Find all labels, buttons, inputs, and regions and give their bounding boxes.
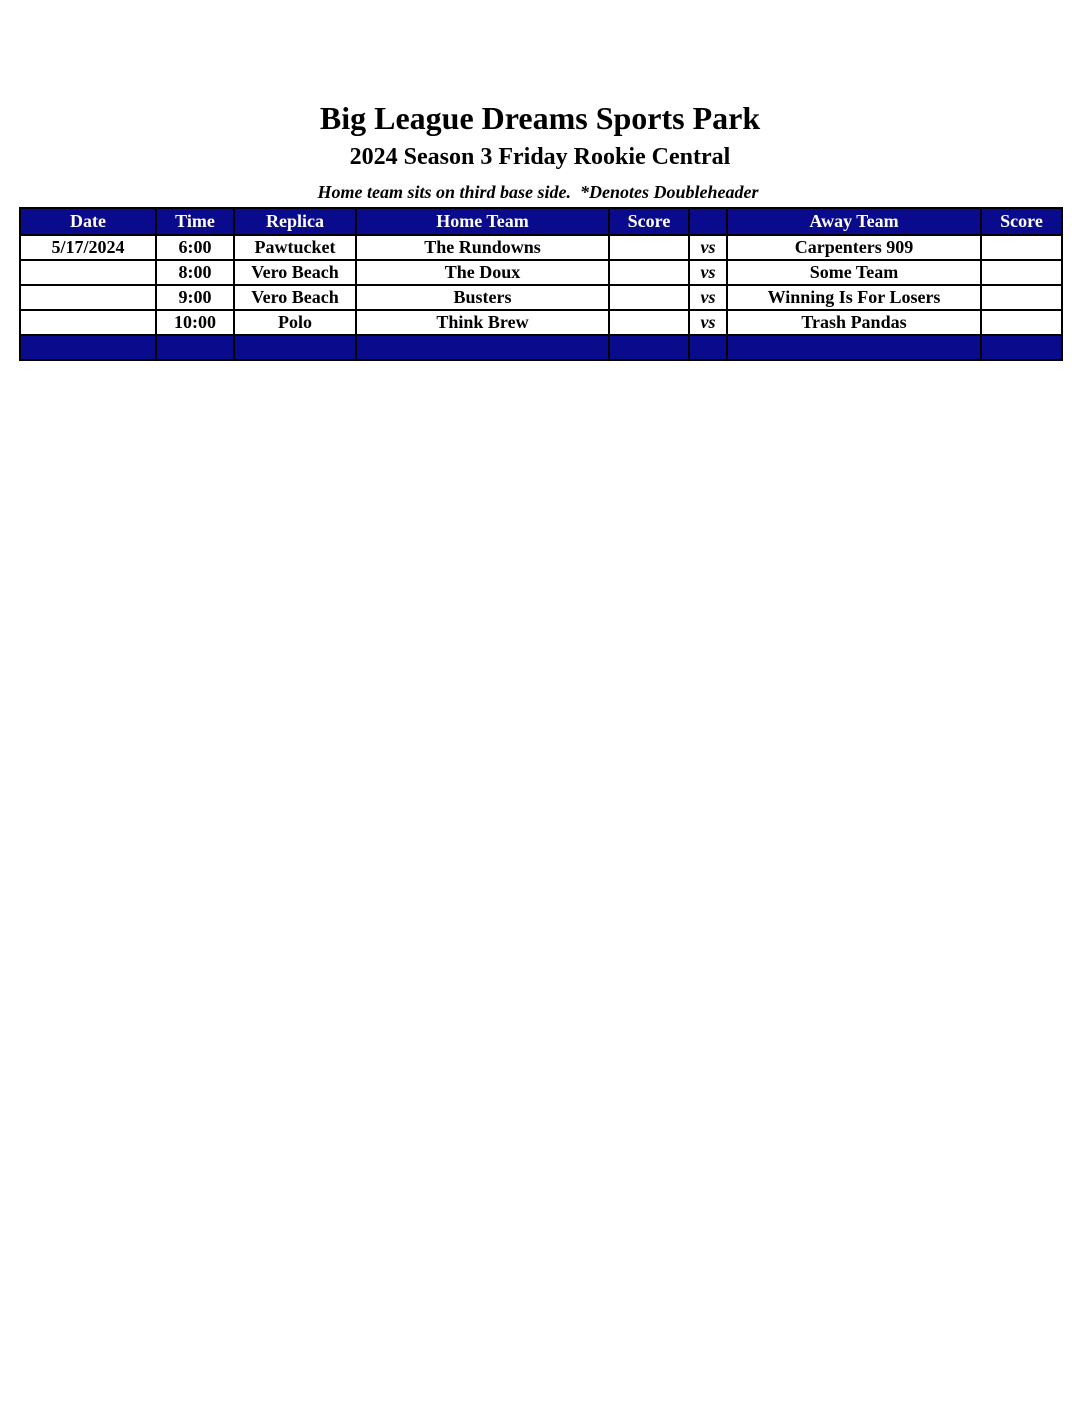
column-header-home-score: Score (609, 208, 689, 235)
cell-away-team: Carpenters 909 (727, 235, 981, 260)
cell-time: 6:00 (156, 235, 234, 260)
schedule-note: Home team sits on third base side. *Denotes Doubleheader (317, 182, 759, 202)
footer-band-cell (356, 335, 609, 360)
table-footer-band (20, 335, 1062, 360)
cell-home-score (609, 260, 689, 285)
cell-date: 5/17/2024 (20, 235, 156, 260)
table-header-row (20, 208, 1062, 235)
footer-band-cell (689, 335, 727, 360)
table-row (20, 260, 1062, 285)
cell-away-team: Winning Is For Losers (727, 285, 981, 310)
table-row (20, 310, 1062, 335)
cell-away-score (981, 310, 1062, 335)
page-title: Big League Dreams Sports Park (319, 100, 761, 136)
cell-time: 9:00 (156, 285, 234, 310)
cell-away-team: Trash Pandas (727, 310, 981, 335)
cell-home-team: The Rundowns (356, 235, 609, 260)
cell-replica: Vero Beach (234, 285, 356, 310)
column-header-vs (689, 208, 727, 235)
cell-vs: vs (689, 285, 727, 310)
cell-away-team: Some Team (727, 260, 981, 285)
schedule-table (19, 207, 1063, 361)
cell-replica: Pawtucket (234, 235, 356, 260)
cell-vs: vs (689, 260, 727, 285)
footer-band-cell (609, 335, 689, 360)
footer-band-cell (20, 335, 156, 360)
cell-date (20, 260, 156, 285)
page-subtitle: 2024 Season 3 Friday Rookie Central (349, 144, 731, 170)
cell-home-score (609, 310, 689, 335)
cell-away-score (981, 235, 1062, 260)
footer-band-cell (234, 335, 356, 360)
cell-date (20, 310, 156, 335)
cell-replica: Polo (234, 310, 356, 335)
column-header-replica: Replica (234, 208, 356, 235)
cell-home-team: Think Brew (356, 310, 609, 335)
column-header-away-score: Score (981, 208, 1062, 235)
cell-home-score (609, 235, 689, 260)
footer-band-cell (156, 335, 234, 360)
cell-home-team: The Doux (356, 260, 609, 285)
cell-away-score (981, 260, 1062, 285)
table-row (20, 235, 1062, 260)
cell-home-team: Busters (356, 285, 609, 310)
cell-date (20, 285, 156, 310)
cell-time: 10:00 (156, 310, 234, 335)
cell-home-score (609, 285, 689, 310)
cell-away-score (981, 285, 1062, 310)
column-header-away-team: Away Team (727, 208, 981, 235)
table-row (20, 285, 1062, 310)
column-header-time: Time (156, 208, 234, 235)
footer-band-cell (727, 335, 981, 360)
cell-vs: vs (689, 310, 727, 335)
cell-vs: vs (689, 235, 727, 260)
footer-band-cell (981, 335, 1062, 360)
cell-time: 8:00 (156, 260, 234, 285)
cell-replica: Vero Beach (234, 260, 356, 285)
column-header-date: Date (20, 208, 156, 235)
column-header-home-team: Home Team (356, 208, 609, 235)
